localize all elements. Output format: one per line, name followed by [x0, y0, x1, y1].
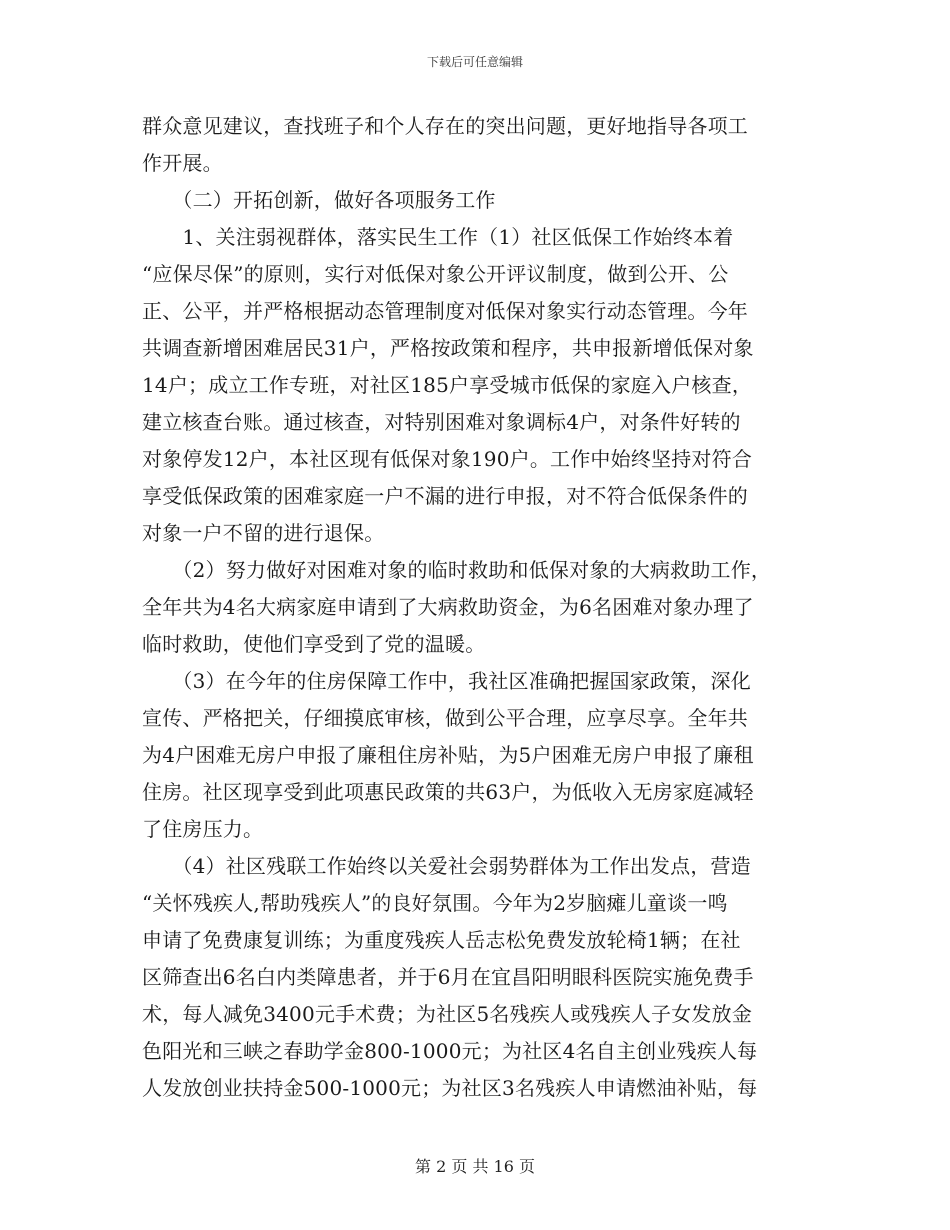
document-body — [142, 108, 818, 1107]
text-line: 1、关注弱视群体，落实民生工作（1）社区低保工作始终本着 — [142, 225, 734, 249]
text-line: 群众意见建议，查找班子和个人存在的突出问题，更好地指导各项工 — [142, 114, 748, 138]
text-line: “关怀残疾人,帮助残疾人”的良好氛围。今年为2岁脑瘫儿童谈一鸣 — [142, 891, 728, 915]
text-line: 享受低保政策的困难家庭一户不漏的进行申报，对不符合低保条件的 — [142, 484, 748, 508]
text-line: 为4户困难无房户申报了廉租住房补贴，为5户困难无房户申报了廉租 — [142, 743, 754, 767]
text-line: 对象停发12户，本社区现有低保对象190户。工作中始终坚持对符合 — [142, 447, 753, 471]
text-line: 作开展。 — [142, 151, 223, 175]
text-line: 共调查新增困难居民31户，严格按政策和程序，共申报新增低保对象 — [142, 336, 754, 360]
text-line: 正、公平，并严格根据动态管理制度对低保对象实行动态管理。今年 — [142, 299, 748, 323]
text-line: （2）努力做好对困难对象的临时救助和低保对象的大病救助工作， — [142, 558, 772, 582]
text-line: 人发放创业扶持金500-1000元；为社区3名残疾人申请燃油补贴，每 — [142, 1076, 758, 1100]
page-header: 下载后可任意编辑 — [426, 55, 523, 69]
text-line: 区筛查出6名白内类障患者，并于6月在宜昌阳明眼科医院实施免费手 — [142, 965, 754, 989]
text-line: （4）社区残联工作始终以关爱社会弱势群体为工作出发点，营造 — [142, 854, 751, 878]
text-line: 宣传、严格把关，仔细摸底审核，做到公平合理，应享尽享。全年共 — [142, 706, 748, 730]
text-line: “应保尽保”的原则，实行对低保对象公开评议制度，做到公开、公 — [142, 262, 729, 286]
text-line: 了住房压力。 — [142, 817, 264, 841]
text-line: 申请了免费康复训练；为重度残疾人岳志松免费发放轮椅1辆；在社 — [142, 928, 741, 952]
text-line: 建立核查台账。通过核查，对特别困难对象调标4户，对条件好转的 — [142, 410, 741, 434]
text-line: 色阳光和三峡之春助学金800-1000元；为社区4名自主创业残疾人每 — [142, 1039, 758, 1063]
section-heading: （二）开拓创新，做好各项服务工作 — [142, 188, 496, 212]
text-line: 术，每人减免3400元手术费；为社区5名残疾人或残疾人子女发放金 — [142, 1002, 753, 1026]
page-footer: 第 2 页 共 16 页 — [415, 1157, 535, 1176]
text-line: 对象一户不留的进行退保。 — [142, 521, 385, 545]
text-line: 全年共为4名大病家庭申请到了大病救助资金，为6名困难对象办理了 — [142, 595, 754, 619]
text-line: （3）在今年的住房保障工作中，我社区准确把握国家政策，深化 — [142, 669, 751, 693]
text-line: 临时救助，使他们享受到了党的温暖。 — [142, 632, 486, 656]
text-line: 14户；成立工作专班，对社区185户享受城市低保的家庭入户核查， — [142, 373, 753, 397]
text-line: 住房。社区现享受到此项惠民政策的共63户，为低收入无房家庭减轻 — [142, 780, 754, 804]
